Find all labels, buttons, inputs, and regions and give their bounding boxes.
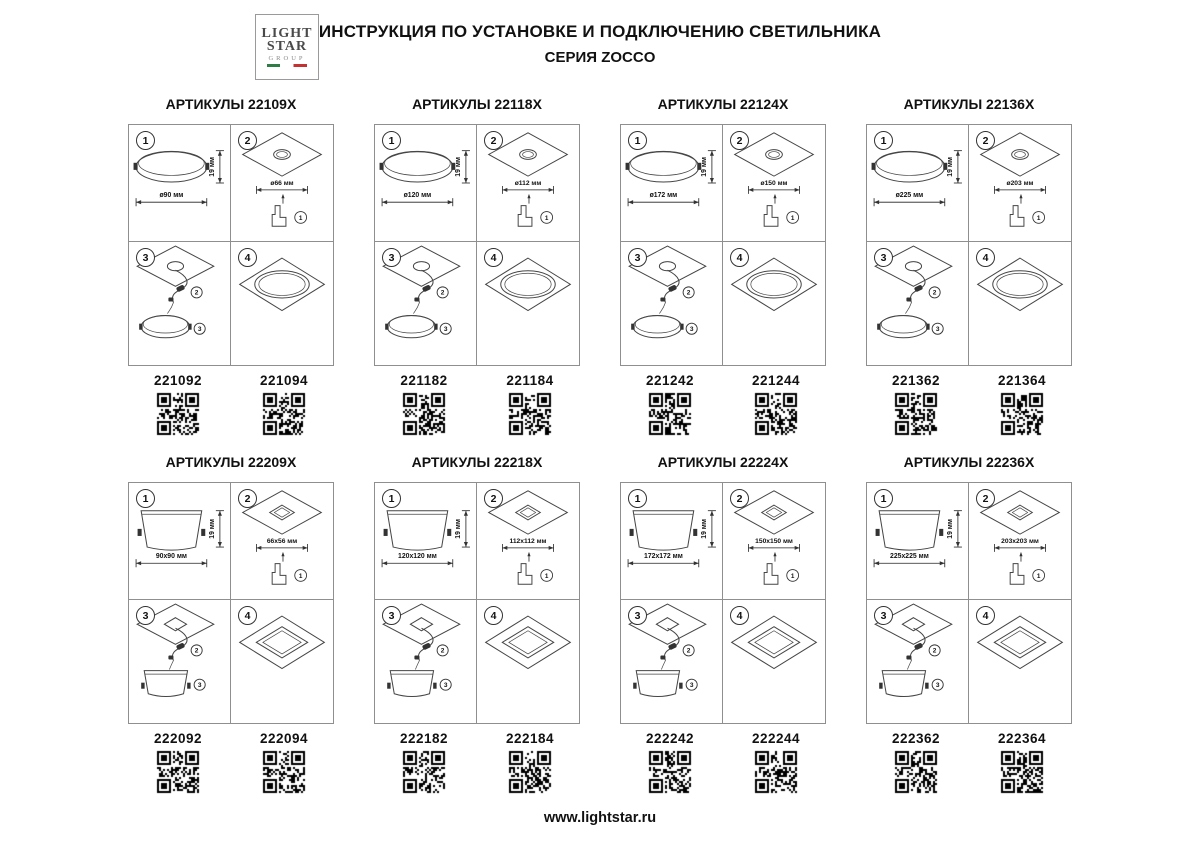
step-3-cell xyxy=(621,242,723,365)
article-code: 222364 xyxy=(997,731,1047,746)
article-list xyxy=(866,731,1072,795)
svg-text:66x56 мм: 66x56 мм xyxy=(266,537,298,545)
article-code: 221364 xyxy=(997,373,1047,388)
step-2-cell xyxy=(231,483,333,600)
qr-code xyxy=(753,391,799,437)
article-item xyxy=(384,731,464,795)
step-4-badge: 4 xyxy=(976,606,995,625)
article-item xyxy=(876,731,956,795)
product-panel xyxy=(374,454,580,795)
svg-text:3: 3 xyxy=(689,682,694,690)
step-2-badge: 2 xyxy=(238,131,257,150)
svg-text:ø112 мм: ø112 мм xyxy=(514,179,542,187)
svg-text:19 мм: 19 мм xyxy=(700,156,708,177)
step-1-badge: 1 xyxy=(136,131,155,150)
svg-text:19 мм: 19 мм xyxy=(208,519,216,539)
svg-text:ø225 мм: ø225 мм xyxy=(895,192,924,200)
header xyxy=(0,0,1200,92)
step-2-badge: 2 xyxy=(976,131,995,150)
article-code: 222094 xyxy=(259,731,309,746)
product-panel xyxy=(866,96,1072,437)
step-1-cell xyxy=(867,483,969,600)
svg-text:2: 2 xyxy=(440,647,445,655)
article-list xyxy=(128,373,334,437)
step-4-badge: 4 xyxy=(730,606,749,625)
step-2-cell xyxy=(231,125,333,242)
step-4-cell xyxy=(969,242,1071,365)
svg-text:ø66 мм: ø66 мм xyxy=(270,179,294,187)
step-3-badge: 3 xyxy=(628,606,647,625)
step-4-cell xyxy=(477,242,579,365)
step-1-cell xyxy=(129,125,231,242)
step-1-badge: 1 xyxy=(628,489,647,508)
step-2-badge: 2 xyxy=(730,489,749,508)
step-1-badge: 1 xyxy=(874,131,893,150)
article-list xyxy=(374,373,580,437)
qr-code xyxy=(401,749,447,795)
instruction-grid xyxy=(620,482,826,724)
step-1-cell xyxy=(867,125,969,242)
svg-text:ø90 мм: ø90 мм xyxy=(159,192,184,200)
step-3-cell xyxy=(375,600,477,723)
article-item xyxy=(384,373,464,437)
svg-text:2: 2 xyxy=(686,647,691,655)
article-item xyxy=(490,373,570,437)
article-code: 221184 xyxy=(506,373,554,388)
step-1-cell xyxy=(375,125,477,242)
panel-title: АРТИКУЛЫ 22109X xyxy=(165,96,297,112)
step-3-badge: 3 xyxy=(628,248,647,267)
qr-code xyxy=(647,391,693,437)
qr-code xyxy=(401,391,447,437)
qr-code xyxy=(647,749,693,795)
article-code: 221182 xyxy=(400,373,448,388)
article-item xyxy=(630,731,710,795)
svg-text:203x203 мм: 203x203 мм xyxy=(1001,537,1039,545)
qr-code xyxy=(893,749,939,795)
article-code: 221244 xyxy=(751,373,801,388)
product-panel xyxy=(128,454,334,795)
qr-code xyxy=(155,749,201,795)
svg-text:3: 3 xyxy=(197,682,202,690)
article-item xyxy=(490,731,570,795)
step-2-cell xyxy=(723,483,825,600)
step-4-cell xyxy=(477,600,579,723)
step-4-badge: 4 xyxy=(238,248,257,267)
svg-text:1: 1 xyxy=(1036,214,1041,222)
svg-text:19 мм: 19 мм xyxy=(454,519,462,539)
svg-text:1: 1 xyxy=(298,572,303,580)
article-item xyxy=(982,731,1062,795)
svg-text:3: 3 xyxy=(935,326,940,334)
panel-title: АРТИКУЛЫ 22124X xyxy=(657,96,789,112)
step-2-badge: 2 xyxy=(730,131,749,150)
article-code: 222244 xyxy=(751,731,801,746)
article-item xyxy=(138,373,218,437)
step-2-cell xyxy=(723,125,825,242)
qr-code xyxy=(155,391,201,437)
svg-text:3: 3 xyxy=(443,326,448,334)
svg-text:ø120 мм: ø120 мм xyxy=(403,192,432,200)
svg-text:2: 2 xyxy=(932,647,937,655)
article-list xyxy=(620,731,826,795)
svg-text:2: 2 xyxy=(932,289,937,297)
panel-title: АРТИКУЛЫ 22118X xyxy=(412,96,542,112)
step-3-badge: 3 xyxy=(874,606,893,625)
step-1-cell xyxy=(129,483,231,600)
article-item xyxy=(876,373,956,437)
svg-text:19 мм: 19 мм xyxy=(700,519,708,539)
logo-flag-bar xyxy=(267,64,307,67)
step-1-badge: 1 xyxy=(874,489,893,508)
svg-text:3: 3 xyxy=(197,326,202,334)
step-1-badge: 1 xyxy=(136,489,155,508)
step-4-badge: 4 xyxy=(484,606,503,625)
step-3-badge: 3 xyxy=(382,248,401,267)
qr-code xyxy=(753,749,799,795)
article-list xyxy=(374,731,580,795)
panel-title: АРТИКУЛЫ 22218X xyxy=(411,454,543,470)
product-panel xyxy=(128,96,334,437)
article-item xyxy=(736,373,816,437)
instruction-grid xyxy=(866,482,1072,724)
instruction-grid xyxy=(374,124,580,366)
step-3-cell xyxy=(867,600,969,723)
panels-row-square xyxy=(128,454,1072,795)
title-line-1: ИНСТРУКЦИЯ ПО УСТАНОВКЕ И ПОДКЛЮЧЕНИЮ СВЕТИЛЬНИКА xyxy=(318,22,882,41)
step-4-badge: 4 xyxy=(238,606,257,625)
qr-code xyxy=(893,391,939,437)
svg-text:19 мм: 19 мм xyxy=(946,519,954,539)
logo-text-star: STAR xyxy=(266,39,308,54)
logo-text-light: LIGHT xyxy=(261,26,313,41)
qr-code xyxy=(261,391,307,437)
document-title xyxy=(0,0,1200,66)
article-list xyxy=(620,373,826,437)
article-item xyxy=(244,373,324,437)
step-1-cell xyxy=(621,483,723,600)
article-item xyxy=(630,373,710,437)
product-panel xyxy=(866,454,1072,795)
step-3-badge: 3 xyxy=(382,606,401,625)
qr-code xyxy=(507,391,553,437)
svg-text:2: 2 xyxy=(440,289,445,297)
step-3-cell xyxy=(129,600,231,723)
footer-url: www.lightstar.ru xyxy=(543,810,657,826)
svg-text:172x172 мм: 172x172 мм xyxy=(644,553,683,561)
article-code: 221242 xyxy=(645,373,695,388)
step-2-cell xyxy=(477,483,579,600)
article-code: 222362 xyxy=(891,731,941,746)
svg-text:3: 3 xyxy=(935,682,940,690)
svg-text:150x150 мм: 150x150 мм xyxy=(755,537,793,545)
instruction-grid xyxy=(128,482,334,724)
step-4-cell xyxy=(723,242,825,365)
step-3-cell xyxy=(375,242,477,365)
svg-text:2: 2 xyxy=(194,289,199,297)
step-4-cell xyxy=(969,600,1071,723)
svg-text:19 мм: 19 мм xyxy=(946,156,954,177)
step-4-badge: 4 xyxy=(730,248,749,267)
step-1-badge: 1 xyxy=(382,489,401,508)
step-4-cell xyxy=(723,600,825,723)
logo-text-group: GROUP xyxy=(268,55,306,62)
svg-text:ø203 мм: ø203 мм xyxy=(1006,179,1034,187)
svg-text:1: 1 xyxy=(1036,572,1041,580)
panel-title: АРТИКУЛЫ 22136X xyxy=(903,96,1035,112)
step-1-badge: 1 xyxy=(628,131,647,150)
article-list xyxy=(128,731,334,795)
svg-text:ø172 мм: ø172 мм xyxy=(649,192,678,200)
product-panel xyxy=(620,454,826,795)
panel-title: АРТИКУЛЫ 22236X xyxy=(903,454,1035,470)
qr-code xyxy=(507,749,553,795)
svg-text:3: 3 xyxy=(689,326,694,334)
article-item xyxy=(982,373,1062,437)
lightstar-logo xyxy=(255,14,319,80)
article-code: 221094 xyxy=(259,373,309,388)
step-4-badge: 4 xyxy=(976,248,995,267)
svg-text:1: 1 xyxy=(544,572,549,580)
svg-text:2: 2 xyxy=(194,647,199,655)
step-1-badge: 1 xyxy=(382,131,401,150)
step-3-badge: 3 xyxy=(874,248,893,267)
svg-text:225x225 мм: 225x225 мм xyxy=(890,553,929,561)
step-2-badge: 2 xyxy=(976,489,995,508)
step-4-cell xyxy=(231,600,333,723)
step-4-cell xyxy=(231,242,333,365)
instruction-grid xyxy=(620,124,826,366)
instruction-grid xyxy=(374,482,580,724)
step-2-badge: 2 xyxy=(238,489,257,508)
article-code: 222092 xyxy=(153,731,203,746)
article-code: 221092 xyxy=(153,373,203,388)
article-code: 222242 xyxy=(645,731,695,746)
step-4-badge: 4 xyxy=(484,248,503,267)
svg-text:ø150 мм: ø150 мм xyxy=(760,179,788,187)
step-3-cell xyxy=(867,242,969,365)
step-1-cell xyxy=(621,125,723,242)
svg-text:120x120 мм: 120x120 мм xyxy=(398,553,437,561)
instruction-grid xyxy=(128,124,334,366)
qr-code xyxy=(999,391,1045,437)
step-2-cell xyxy=(477,125,579,242)
step-3-cell xyxy=(621,600,723,723)
panels-row-round xyxy=(128,96,1072,437)
svg-text:1: 1 xyxy=(790,572,795,580)
svg-text:1: 1 xyxy=(790,214,795,222)
step-2-cell xyxy=(969,483,1071,600)
article-code: 222184 xyxy=(505,731,555,746)
product-panel xyxy=(374,96,580,437)
article-code: 222182 xyxy=(399,731,449,746)
step-2-cell xyxy=(969,125,1071,242)
panel-title: АРТИКУЛЫ 22209X xyxy=(165,454,297,470)
svg-text:19 мм: 19 мм xyxy=(454,156,462,177)
article-item xyxy=(138,731,218,795)
title-line-2: СЕРИЯ ZOCCO xyxy=(544,49,656,66)
svg-text:112x112 мм: 112x112 мм xyxy=(509,537,547,545)
step-3-cell xyxy=(129,242,231,365)
svg-text:1: 1 xyxy=(544,214,549,222)
svg-text:90x90 мм: 90x90 мм xyxy=(155,553,187,561)
step-3-badge: 3 xyxy=(136,606,155,625)
step-1-cell xyxy=(375,483,477,600)
svg-text:19 мм: 19 мм xyxy=(208,156,216,177)
article-list xyxy=(866,373,1072,437)
svg-text:1: 1 xyxy=(298,214,303,222)
article-item xyxy=(736,731,816,795)
instruction-grid xyxy=(866,124,1072,366)
qr-code xyxy=(261,749,307,795)
step-3-badge: 3 xyxy=(136,248,155,267)
article-item xyxy=(244,731,324,795)
step-2-badge: 2 xyxy=(484,489,503,508)
svg-text:2: 2 xyxy=(686,289,691,297)
article-code: 221362 xyxy=(891,373,941,388)
step-2-badge: 2 xyxy=(484,131,503,150)
qr-code xyxy=(999,749,1045,795)
panel-title: АРТИКУЛЫ 22224X xyxy=(657,454,789,470)
svg-text:3: 3 xyxy=(443,682,448,690)
product-panel xyxy=(620,96,826,437)
